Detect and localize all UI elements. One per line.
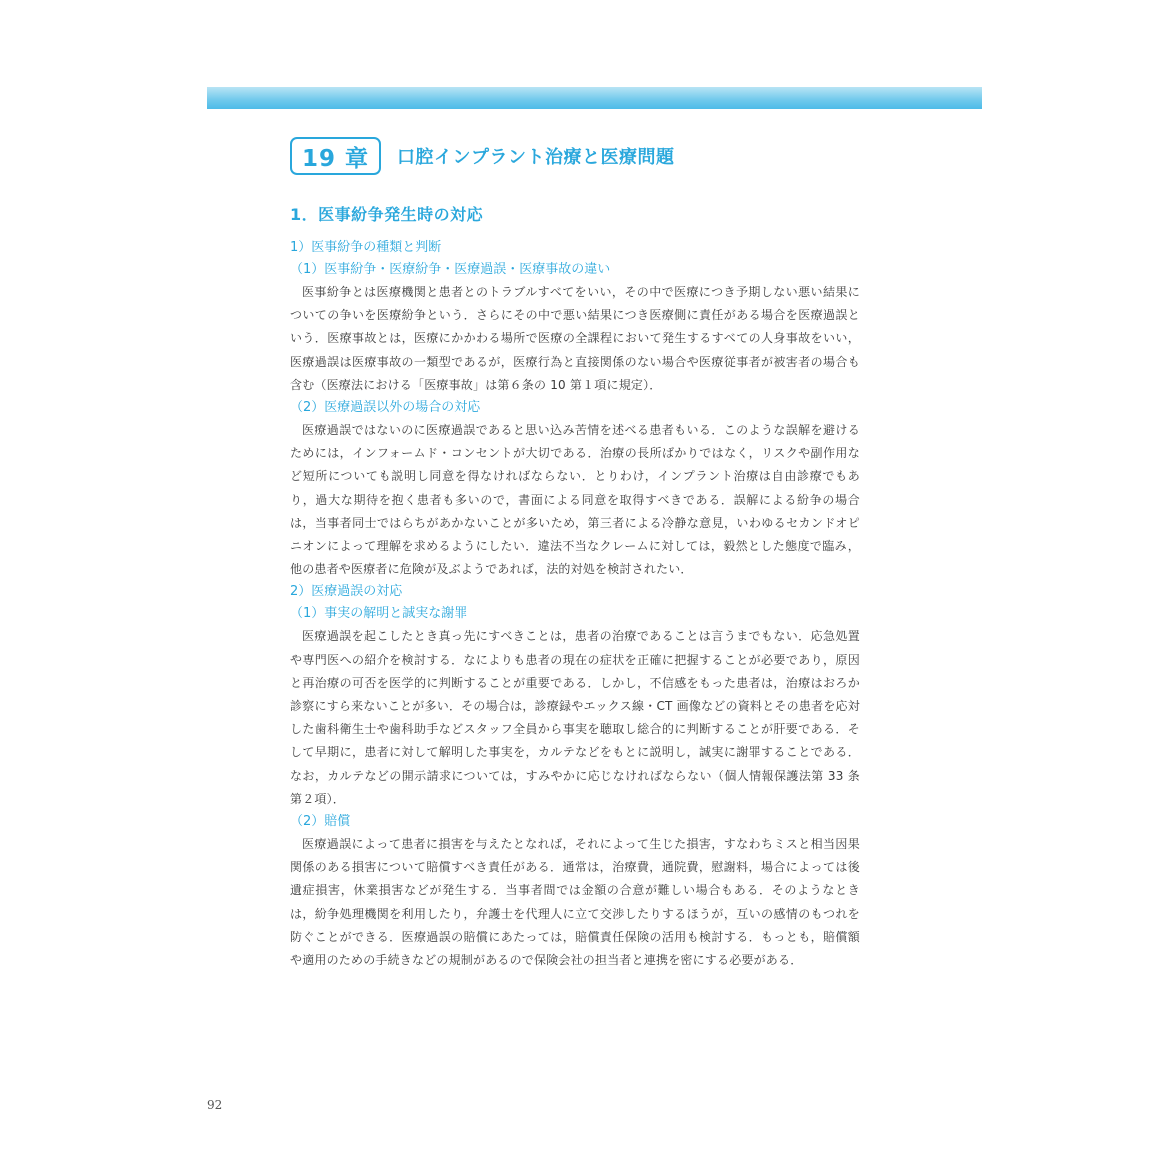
body-paragraph: 医事紛争とは医療機関と患者とのトラブルすべてをいい，その中で医療につき予期しない悪い結果についての争いを医療紛争という．さらにその中で悪い結果につき医療側に責任がある場合を医療過誤という．医療事故とは，医療にかかわる場所で医療の全課程において発生するすべての人身事故をいい，医療過誤は医療事故の一類型であるが，医療行為と直接関係のない場合や医療従事者が被害者の場合も含む（医療法における「医療事故」は第６条の 10 第１項に規定）． xyxy=(290,285,860,392)
body-paragraph: 医療過誤ではないのに医療過誤であると思い込み苦情を述べる患者もいる．このような誤解を避けるためには，インフォームド・コンセントが大切である．治療の長所ばかりではなく，リスクや副作用など短所についても説明し同意を得なければならない．とりわけ，インプラント治療は自由診療でもあり，過大な期待を抱く患者も多いので，書面による同意を取得すべきである．誤解による紛争の場合は，当事者同士ではらちがあかないことが多いため，第三者による冷静な意見，いわゆるセカンドオピニオンによって理解を求めるようにしたい．違法不当なクレームに対しては，毅然とした態度で臨み，他の患者や医療者に危険が及ぶようであれば，法的対処を検討されたい． xyxy=(290,423,860,577)
subsection-heading: 2）医療過誤の対応 xyxy=(290,584,403,600)
page-number: 92 xyxy=(207,1098,223,1112)
subsection-heading: 1）医事紛争の種類と判断 xyxy=(290,240,442,255)
body-content xyxy=(290,237,860,972)
subsubsection-heading: （2）医療過誤以外の場合の対応 xyxy=(290,400,481,416)
chapter-number-badge: 19 章 xyxy=(290,137,381,175)
body-paragraph: 医療過誤を起こしたとき真っ先にすべきことは，患者の治療であることは言うまでもない．応急処置や専門医への紹介を検討する．なによりも患者の現在の症状を正確に把握することが必要であり，原因と再治療の可否を医学的に判断することが重要である．しかし，不信感をもった患者は，治療はおろか診察にすら来ないことが多い．その場合は，診療録やエックス線・CT 画像などの資料とその患者を応対した歯科衛生士や歯科助手などスタッフ全員から事実を聴取し総合的に判断することが肝要である．そして早期に，患者に対して解明した事実を，カルテなどをもとに説明し，誠実に謝罪することである．なお，カルテなどの開示請求については，すみやかに応じなければならない（個人情報保護法第 33 条第２項）． xyxy=(290,629,860,806)
header-color-band xyxy=(207,87,982,109)
section-title: 1．医事紛争発生時の対応 xyxy=(290,205,484,224)
chapter-title: 口腔インプラント治療と医療問題 xyxy=(397,147,675,168)
subsubsection-heading: （2）賠償 xyxy=(290,814,351,830)
body-paragraph: 医療過誤によって患者に損害を与えたとなれば，それによって生じた損害，すなわちミスと相当因果関係のある損害について賠償すべき責任がある．通常は，治療費，通院費，慰謝料，場合によっては後遺症損害，休業損害などが発生する．当事者間では金額の合意が難しい場合もある．そのようなときは，紛争処理機関を利用したり，弁護士を代理人に立て交渉したりするほうが，互いの感情のもつれを防ぐことができる．医療過誤の賠償にあたっては，賠償責任保険の活用も検討する．もっとも，賠償額や適用のための手続きなどの規制があるので保険会社の担当者と連携を密にする必要がある． xyxy=(290,837,860,968)
subsubsection-heading: （1）事実の解明と誠実な謝罪 xyxy=(290,606,468,622)
chapter-heading xyxy=(290,135,675,177)
subsubsection-heading: （1）医事紛争・医療紛争・医療過誤・医療事故の違い xyxy=(290,262,611,277)
